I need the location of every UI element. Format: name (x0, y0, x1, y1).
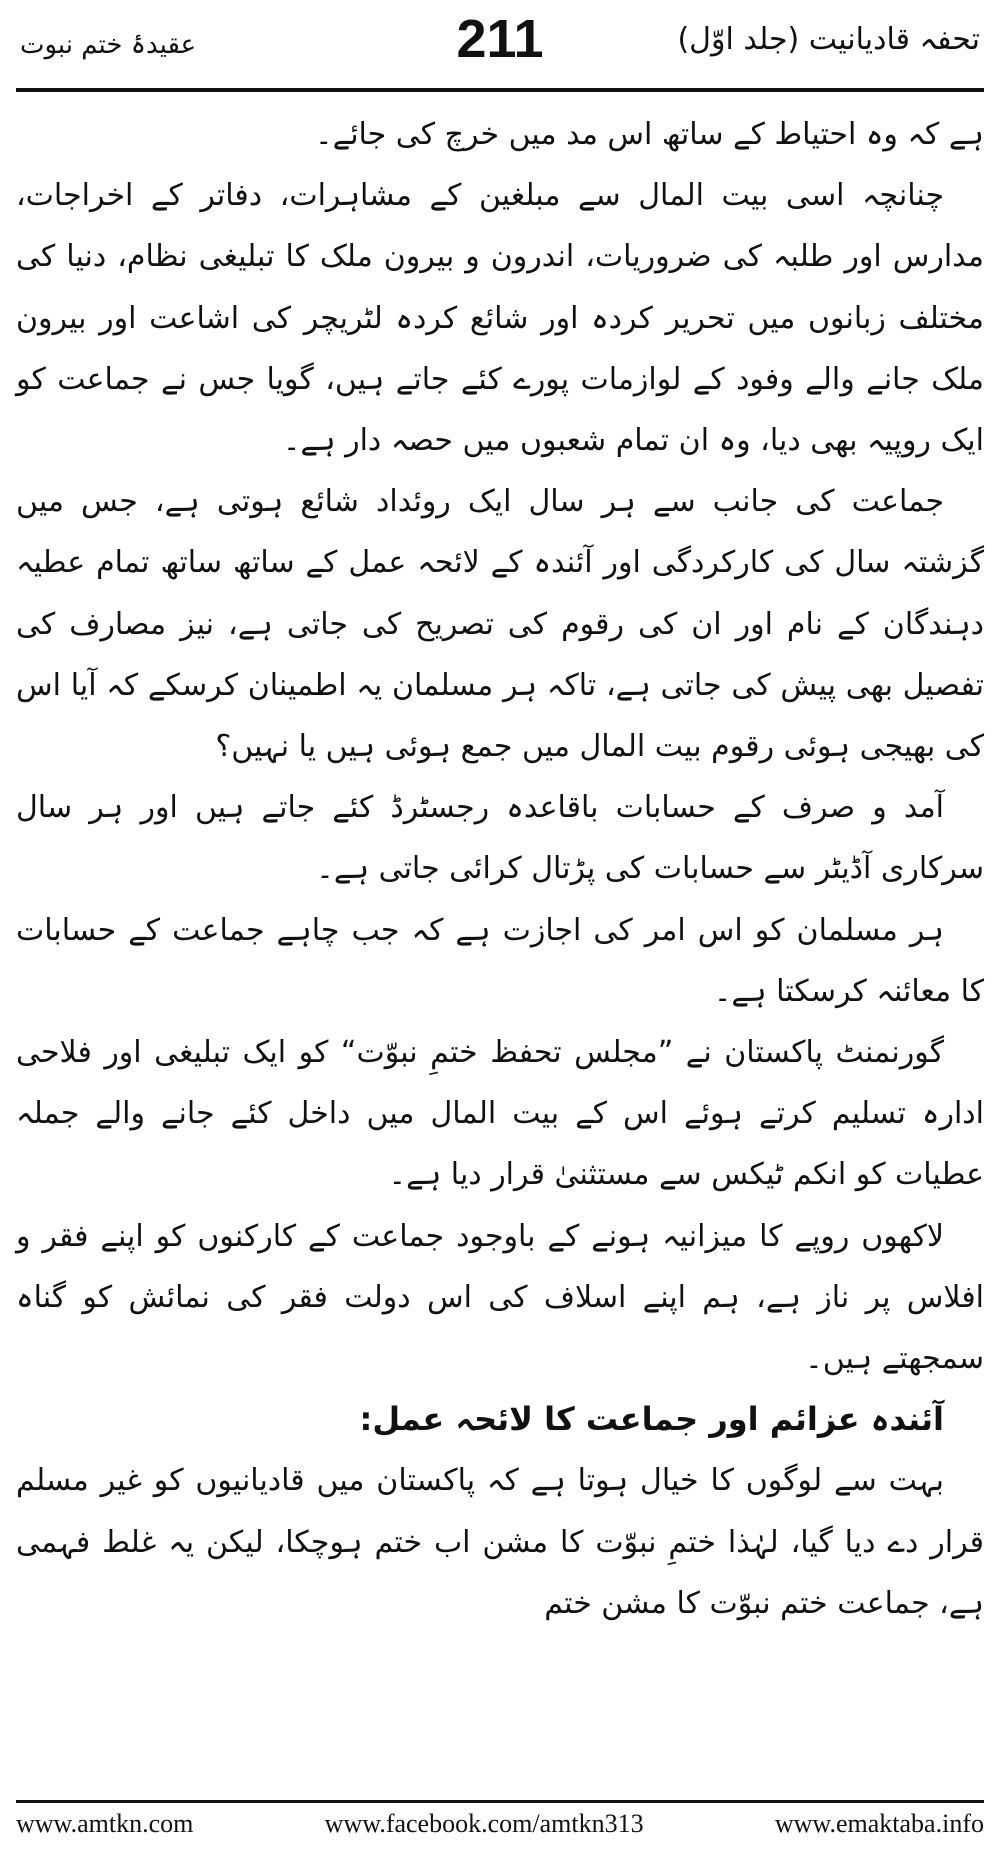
page-number: 211 (456, 9, 544, 69)
paragraph-2: چنانچہ اسی بیت المال سے مبلغین کے مشاہرات، دفاتر کے اخراجات، مدارس اور طلبہ کی ضروریات، اندرون و بیرون ملک کا تبلیغی نظام، دنیا کی مختلف زبانوں میں تحریر کردہ اور شائع کردہ لٹریچر کی اشاعت اور بیرون ملک جانے والے وفود کے لوازمات پورے کئے جاتے ہیں، گویا جس نے جماعت کو ایک روپیہ بھی دیا، وہ ان تمام شعبوں میں حصہ دار ہے۔ (16, 178, 984, 459)
page-footer (16, 1800, 984, 1839)
paragraph-6: گورنمنٹ پاکستان نے ”مجلس تحفظ ختمِ نبوّت“ کو ایک تبلیغی اور فلاحی ادارہ تسلیم کرتے ہوئے اس کے بیت المال میں داخل کئے جانے والے جملہ عطیات کو انکم ٹیکس سے مستثنیٰ قرار دیا ہے۔ (16, 1035, 984, 1193)
section-title: عقیدۂ ختم نبوت (20, 30, 197, 60)
paragraph-1: ہے کہ وہ احتیاط کے ساتھ اس مد میں خرچ کی جائے۔ (315, 117, 984, 152)
footer-link-facebook[interactable]: www.facebook.com/amtkn313 (324, 1809, 644, 1838)
paragraph-3: جماعت کی جانب سے ہر سال ایک روئداد شائع ہوتی ہے، جس میں گزشتہ سال کی کارکردگی اور آئندہ کے لائحہ عمل کے ساتھ ساتھ تمام عطیہ دہندگان کے نام اور ان کی رقوم کی تصریح کی جاتی ہے، نیز مصارف کی تفصیل بھی پیش کی جاتی ہے، تاکہ ہر مسلمان یہ اطمینان کرسکے کہ آیا اس کی بھیجی ہوئی رقوم بیت المال میں جمع ہوئی ہیں یا نہیں؟ (16, 484, 984, 765)
footer-link-emaktaba[interactable]: www.emaktaba.info (774, 1809, 984, 1838)
footer-link-amtkn[interactable]: www.amtkn.com (16, 1809, 194, 1838)
paragraph-4: آمد و صرف کے حسابات باقاعدہ رجسٹرڈ کئے جاتے ہیں اور ہر سال سرکاری آڈیٹر سے حسابات کی پڑتال کرائی جاتی ہے۔ (16, 790, 984, 887)
paragraph-5: ہر مسلمان کو اس امر کی اجازت ہے کہ جب چاہے جماعت کے حسابات کا معائنہ کرسکتا ہے۔ (16, 912, 984, 1009)
paragraph-7: لاکھوں روپے کا میزانیہ ہونے کے باوجود جماعت کے کارکنوں کو اپنے فقر و افلاس پر ناز ہے، ہم اپنے اسلاف کی اس دولت فقر کی نمائش کو گناہ سمجھتے ہیں۔ (16, 1218, 984, 1377)
page-header (16, 0, 984, 92)
book-title: تحفہ قادیانیت (جلد اوّل) (677, 22, 980, 57)
page-body (16, 92, 984, 1634)
paragraph-8: بہت سے لوگوں کا خیال ہوتا ہے کہ پاکستان میں قادیانیوں کو غیر مسلم قرار دے دیا گیا، لہٰذا ختمِ نبوّت کا مشن اب ختم ہوچکا، لیکن یہ غلط فہمی ہے، جماعت ختم نبوّت کا مشن ختم (16, 1463, 984, 1621)
section-heading: آئندہ عزائم اور جماعت کا لائحہ عمل: (359, 1400, 944, 1439)
